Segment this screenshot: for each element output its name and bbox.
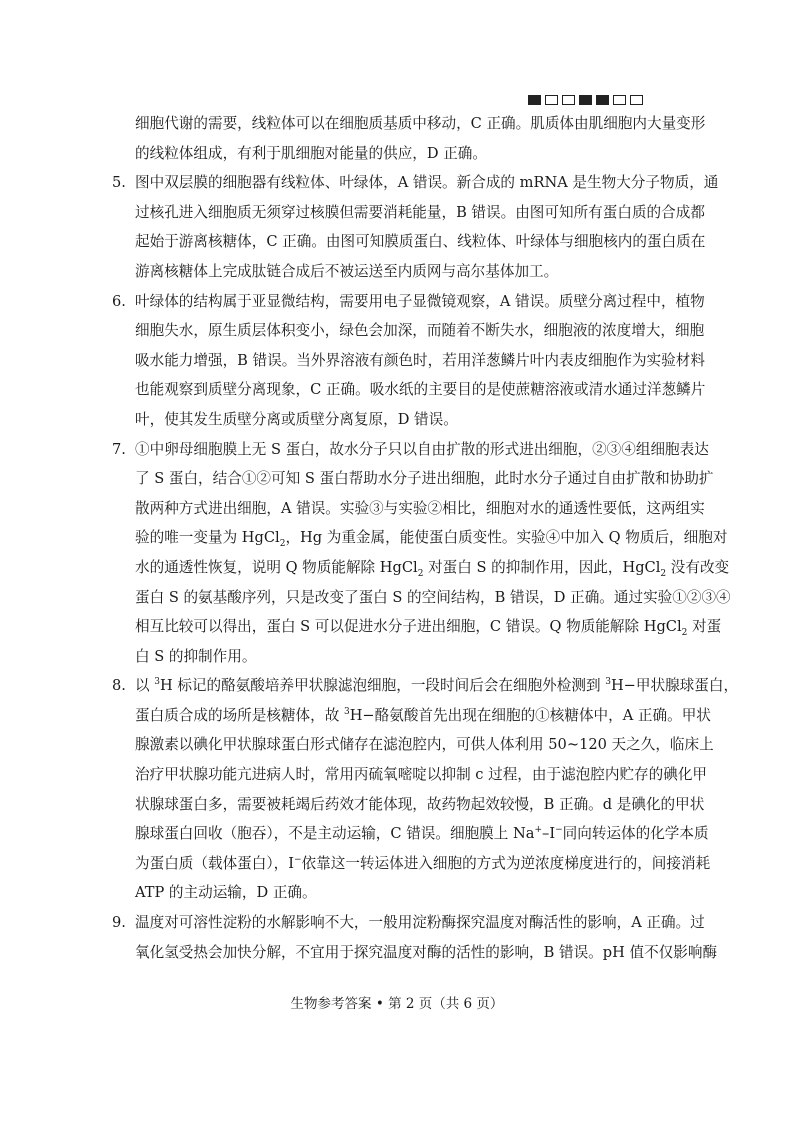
answer-text-line [112, 494, 705, 524]
answer-item-start-line [112, 908, 705, 938]
filled-square-mark [579, 95, 592, 105]
answer-text-line [112, 523, 728, 553]
answer-text-line [112, 553, 730, 583]
line-text: 了 S 蛋白，结合①②可知 S 蛋白帮助水分子进出细胞，此时水分子通过自由扩散和协助扩 [135, 470, 714, 488]
answer-text-line [112, 464, 714, 494]
line-text: 治疗甲状腺功能亢进病人时，常用丙硫氧嘧啶以抑制 c 过程，由于滤泡腔内贮存的碘化甲 [135, 766, 708, 784]
line-text: 蛋白 S 的氨基酸序列，只是改变了蛋白 S 的空间结构，B 错误，D 正确。通过实验①②③④ [135, 588, 731, 606]
line-text: 叶，使其发生质壁分离或质壁分离复原，D 错误。 [135, 410, 458, 428]
answer-text-line [112, 790, 705, 820]
filled-square-mark [528, 95, 541, 105]
answer-text-line [112, 346, 705, 376]
line-text: 细胞代谢的需要，线粒体可以在细胞质基质中移动，C 正确。肌质体由肌细胞内大量变形 [135, 115, 706, 132]
line-text: 验的唯一变量为 HgCl$_2$，Hg 为重金属，能使蛋白质变性。实验④中加入 Q 物质后，细胞对 [135, 529, 728, 550]
line-text: ATP 的主动运输，D 正确。 [135, 884, 317, 902]
line-text: 吸水能力增强，B 错误。当外界溶液有颜色时，若用洋葱鳞片叶内表皮细胞作为实验材料 [135, 351, 705, 369]
answer-text-line [112, 139, 687, 169]
answer-text-line [112, 109, 706, 139]
line-text: 温度对可溶性淀粉的水解影响不大，一般用淀粉酶探究温度对酶活性的影响，A 正确。过 [135, 914, 705, 932]
line-text: 氧化氢受热会加快分解，不宜用于探究温度对酶的活性的影响，B 错误。pH 值不仅影响酶 [135, 943, 718, 961]
line-text: 图中双层膜的细胞器有线粒体、叶绿体，A 错误。新合成的 mRNA 是生物大分子物质，通 [135, 174, 719, 192]
empty-square-mark [630, 95, 643, 105]
question-number: 9. [112, 914, 126, 932]
line-text: 腺激素以碘化甲状腺球蛋白形式储存在滤泡腔内，可供人体利用 50~120 天之久，临床上 [135, 736, 714, 754]
answer-item-start-line [112, 287, 705, 317]
line-text: 散两种方式进出细胞，A 错误。实验③与实验②相比，细胞对水的通透性要低，这两组实 [135, 499, 705, 517]
empty-square-mark [562, 95, 575, 105]
filled-square-mark [596, 95, 609, 105]
answer-text-line [112, 878, 687, 908]
line-text: 也能观察到质壁分离现象，C 正确。吸水纸的主要目的是使蔗糖溶液或清水通过洋葱鳞片 [135, 381, 706, 399]
question-number: 6. [112, 292, 126, 310]
answer-text-line [112, 257, 687, 287]
answer-text-line [112, 198, 705, 228]
header-marks [528, 95, 647, 107]
line-text: 相互比较可以得出，蛋白 S 可以促进水分子进出细胞，C 错误。Q 物质能解除 HgCl$_2$ 对蛋 [135, 618, 722, 638]
answer-text-line [112, 642, 687, 672]
line-text: 状腺球蛋白多，需要被耗竭后药效才能体现，故药物起效较慢，B 正确。d 是碘化的甲状 [135, 795, 705, 813]
line-text: 的线粒体组成，有利于肌细胞对能量的供应，D 正确。 [135, 144, 487, 162]
answer-text-line [112, 760, 708, 790]
answer-text-line [112, 730, 714, 760]
answer-text-line [112, 938, 718, 968]
answer-item-start-line [112, 671, 739, 701]
answer-text-line [112, 583, 731, 613]
line-text: 腺球蛋白回收（胞吞），不是主动运输，C 错误。细胞膜上 Na+–I−同向转运体的化学本质 [135, 825, 709, 843]
answer-item-start-line [112, 435, 709, 465]
answer-text-line [112, 227, 706, 257]
question-number: 5. [112, 174, 126, 192]
answer-text-line [112, 316, 705, 346]
line-text: 游离核糖体上完成肽链合成后不被运送至内质网与高尔基体加工。 [135, 262, 559, 280]
empty-square-mark [613, 95, 626, 105]
answer-text [112, 109, 739, 967]
question-number: 7. [112, 440, 126, 458]
line-text: ①中卵母细胞膜上无 S 蛋白，故水分子只以自由扩散的形式进出细胞，②③④组细胞表达 [135, 440, 709, 458]
line-text: 叶绿体的结构属于亚显微结构，需要用电子显微镜观察，A 错误。质壁分离过程中，植物 [135, 292, 705, 310]
answer-text-line [112, 375, 706, 405]
line-text: 水的通透性恢复，说明 Q 物质能解除 HgCl$_2$ 对蛋白 S 的抑制作用，因此，HgCl$_2$ 没有改变 [135, 558, 730, 579]
line-text: 以 $^3$H 标记的酪氨酸培养甲状腺滤泡细胞，一段时间后会在细胞外检测到 $^3$H−甲状腺球蛋白， [135, 677, 739, 695]
question-number: 8. [112, 677, 126, 695]
page-footer: 生物参考答案 • 第 2 页（共 6 页） [290, 996, 504, 1012]
answer-text-line [112, 612, 722, 642]
line-text: 过核孔进入细胞质无须穿过核膜但需要消耗能量，B 错误。由图可知所有蛋白质的合成都 [135, 203, 705, 221]
answer-text-line [112, 405, 687, 435]
line-text: 起始于游离核糖体，C 正确。由图可知膜质蛋白、线粒体、叶绿体与细胞核内的蛋白质在 [135, 233, 706, 251]
empty-square-mark [545, 95, 558, 105]
answer-item-start-line [112, 168, 719, 198]
answer-text-line [112, 819, 709, 849]
line-text: 白 S 的抑制作用。 [135, 647, 257, 665]
answer-text-line [112, 701, 711, 731]
line-text: 蛋白质合成的场所是核糖体，故 $^3$H−酪氨酸首先出现在细胞的①核糖体中，A 正确。甲状 [135, 706, 711, 724]
answer-text-line [112, 849, 711, 879]
line-text: 细胞失水，原生质层体积变小，绿色会加深，而随着不断失水，细胞液的浓度增大，细胞 [135, 322, 705, 340]
line-text: 为蛋白质（载体蛋白），I−依靠这一转运体进入细胞的方式为逆浓度梯度进行的，间接消耗 [135, 854, 711, 872]
